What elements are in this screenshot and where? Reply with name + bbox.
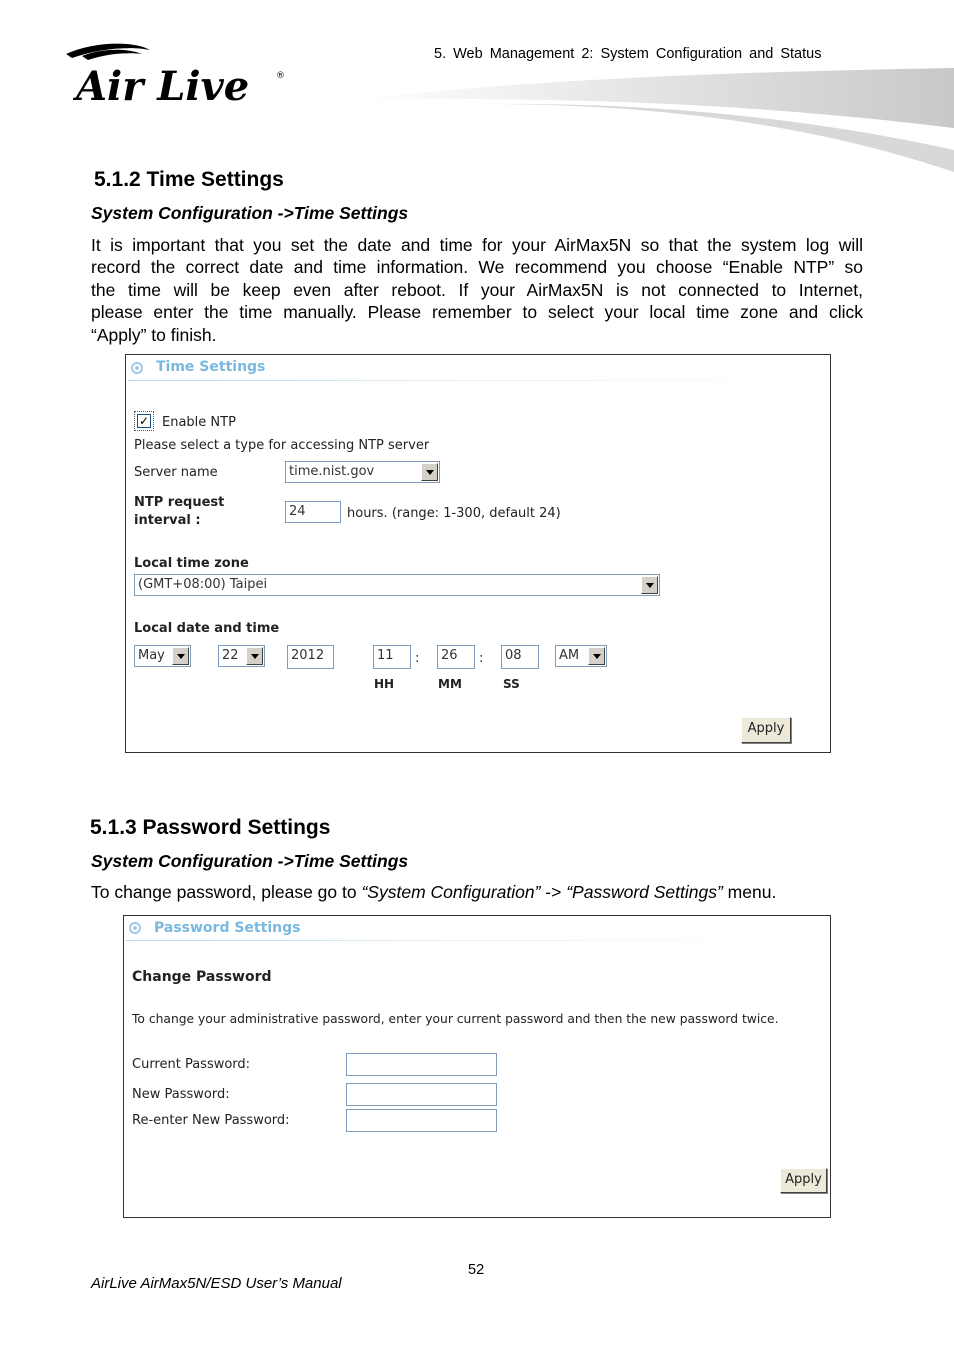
section-bullet-icon	[129, 922, 141, 934]
time-settings-paragraph	[91, 234, 863, 346]
svg-text:®: ®	[276, 71, 285, 81]
reenter-password-label: Re-enter New Password:	[132, 1113, 290, 1128]
enable-ntp-checkbox[interactable]: ✓	[138, 414, 150, 428]
para-arrow: ->	[540, 882, 567, 902]
change-password-heading: Change Password	[132, 969, 272, 985]
manual-title: AirLive AirMax5N/ESD User’s Manual	[91, 1275, 342, 1292]
ampm-select[interactable]	[555, 645, 607, 667]
chapter-header: 5. Web Management 2: System Configuration and Status	[434, 46, 822, 62]
time-apply-button[interactable]: Apply	[741, 717, 791, 743]
password-panel-title: Password Settings	[154, 920, 301, 936]
enable-ntp-label: Enable NTP	[162, 415, 236, 430]
timezone-value: (GMT+08:00) Taipei	[138, 577, 268, 592]
hh-label: HH	[374, 677, 395, 691]
paragraph-line: “Apply” to finish.	[91, 324, 217, 345]
current-password-label: Current Password:	[132, 1057, 251, 1072]
month-value: May	[138, 648, 165, 663]
chevron-down-icon	[588, 647, 605, 665]
password-apply-button[interactable]: Apply	[780, 1168, 827, 1193]
time-settings-panel	[125, 354, 831, 753]
paragraph-line: please enter the time manually. Please remember to select your local time zone and click	[91, 302, 863, 323]
timezone-label: Local time zone	[134, 556, 249, 571]
second-input[interactable]: 08	[501, 645, 539, 669]
chevron-down-icon	[172, 647, 189, 665]
datetime-label: Local date and time	[134, 621, 280, 636]
paragraph-line: the time will be keep even after reboot. If your AirMax5N is not connected to Internet,	[91, 279, 863, 300]
airlive-logo	[62, 42, 292, 109]
timezone-select[interactable]	[134, 574, 660, 596]
title-divider	[126, 940, 796, 941]
ntp-interval-input[interactable]: 24	[285, 501, 341, 523]
time-colon: :	[479, 651, 484, 666]
time-settings-subheading: System Configuration ->Time Settings	[91, 203, 409, 223]
current-password-input[interactable]	[346, 1053, 497, 1076]
paragraph-line: record the correct date and time information. We recommend you choose “Enable NTP” so	[91, 257, 863, 278]
password-settings-panel	[123, 915, 831, 1218]
chevron-down-icon	[421, 463, 438, 481]
password-instructions: To change your administrative password, enter your current password and then the new password twice.	[132, 1012, 779, 1026]
ntp-hint: Please select a type for accessing NTP server	[134, 438, 430, 453]
password-paragraph	[91, 882, 776, 903]
time-settings-heading: 5.1.2 Time Settings	[94, 168, 284, 191]
time-panel-title: Time Settings	[156, 359, 266, 375]
time-colon: :	[415, 651, 420, 666]
para-path-1: “System Configuration”	[361, 882, 541, 902]
password-settings-heading: 5.1.3 Password Settings	[90, 816, 331, 839]
chevron-down-icon	[641, 576, 658, 594]
minute-input[interactable]: 26	[437, 645, 475, 669]
para-path-2: “Password Settings”	[566, 882, 723, 902]
para-prefix: To change password, please go to	[91, 882, 362, 902]
password-settings-subheading: System Configuration ->Time Settings	[91, 851, 409, 871]
svg-text:Air Live: Air Live	[76, 63, 250, 104]
day-select[interactable]	[218, 645, 265, 667]
month-select[interactable]	[134, 645, 191, 667]
server-name-label: Server name	[134, 465, 218, 480]
reenter-password-input[interactable]	[346, 1109, 497, 1132]
paragraph-line: It is important that you set the date and time for your AirMax5N so that the system log will	[91, 235, 863, 255]
hour-input[interactable]: 11	[373, 645, 411, 669]
new-password-input[interactable]	[346, 1083, 497, 1106]
airlive-logo-icon	[62, 42, 292, 104]
page-number: 52	[468, 1262, 485, 1278]
day-value: 22	[222, 648, 239, 663]
server-name-select[interactable]	[285, 461, 440, 483]
ntp-interval-hint: hours. (range: 1-300, default 24)	[347, 506, 561, 521]
ss-label: SS	[503, 677, 520, 691]
ntp-interval-label-1: NTP request	[134, 495, 225, 510]
section-bullet-icon	[131, 362, 143, 374]
server-name-value: time.nist.gov	[289, 464, 375, 479]
para-suffix: menu.	[722, 882, 777, 902]
ampm-value: AM	[559, 648, 580, 663]
new-password-label: New Password:	[132, 1087, 230, 1102]
mm-label: MM	[438, 677, 462, 691]
chevron-down-icon	[246, 647, 263, 665]
title-divider	[128, 380, 828, 381]
year-input[interactable]: 2012	[287, 645, 334, 669]
ntp-interval-label-2: interval :	[134, 513, 201, 528]
